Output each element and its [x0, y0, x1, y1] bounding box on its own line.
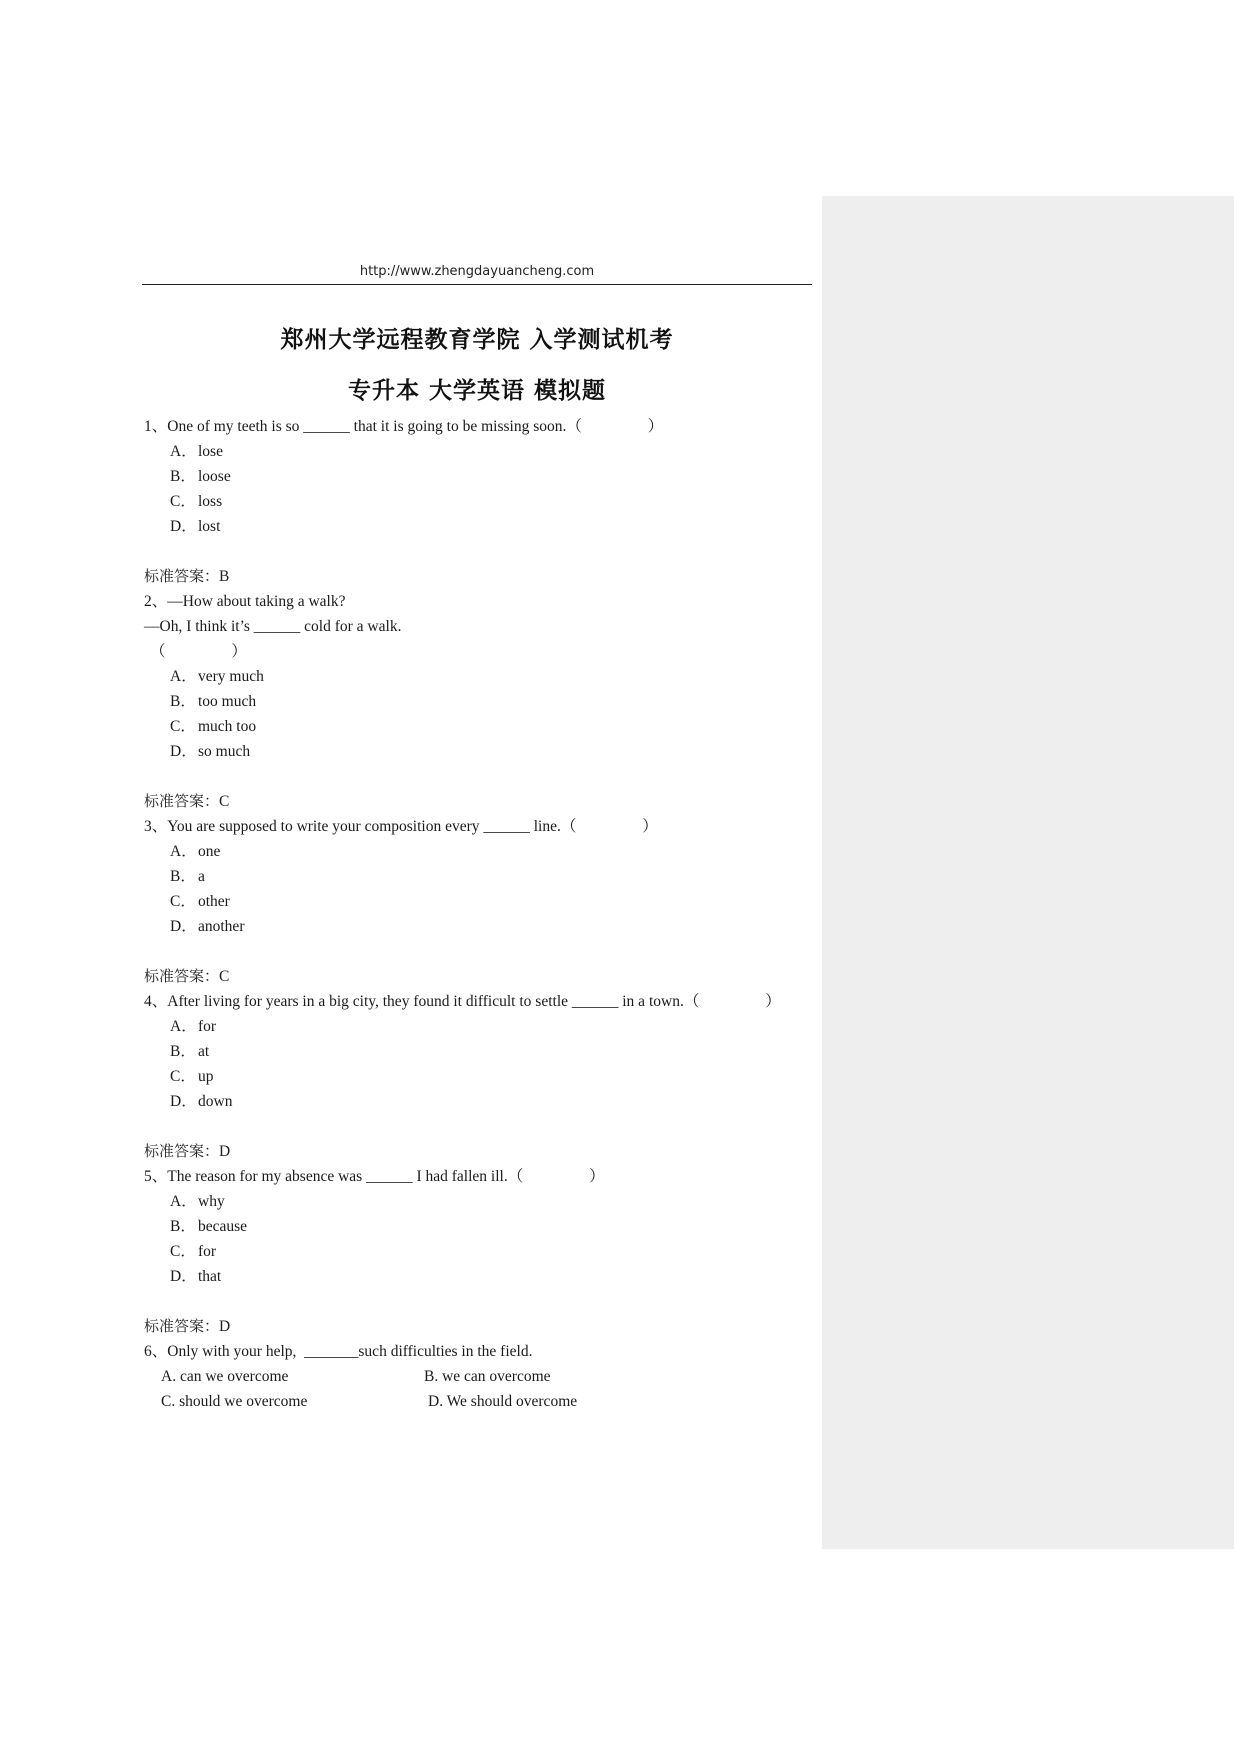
- option-text: one: [198, 843, 221, 860]
- question-4: [144, 989, 844, 1164]
- answer-value: C: [219, 968, 230, 985]
- options-list: [144, 1189, 844, 1289]
- option-text: too much: [198, 693, 257, 710]
- question-stem: （ ）: [150, 643, 247, 660]
- option-text: down: [198, 1093, 233, 1110]
- option-letter: C．: [170, 1068, 196, 1085]
- document-title: 郑州大学远程教育学院 入学测试机考: [280, 326, 674, 353]
- option-text: at: [198, 1043, 210, 1060]
- option-letter: D．: [170, 743, 197, 760]
- option-item: [144, 864, 844, 889]
- option-letter: D．: [170, 1268, 197, 1285]
- option-item: [144, 689, 844, 714]
- standard-answer: [144, 564, 844, 589]
- question-1: [144, 414, 844, 589]
- option-text: another: [198, 918, 245, 935]
- option-item: [144, 839, 844, 864]
- option-item: [144, 439, 844, 464]
- answer-value: D: [219, 1318, 231, 1335]
- option-text: lose: [198, 443, 223, 460]
- option-c: C. should we overcome: [161, 1393, 308, 1410]
- answer-label: 标准答案：: [144, 967, 220, 985]
- option-d: D. We should overcome: [428, 1393, 578, 1410]
- option-item: [144, 1214, 844, 1239]
- question-stem: 4、After living for years in a big city, they found it difficult to settle ______ in a town.（ ）: [144, 993, 781, 1010]
- questions-container: [144, 414, 844, 1339]
- answer-value: B: [219, 568, 230, 585]
- option-item: [144, 1064, 844, 1089]
- option-letter: A．: [170, 843, 197, 860]
- option-item: [144, 1239, 844, 1264]
- option-text: up: [198, 1068, 214, 1085]
- header-url: http://www.zhengdayuancheng.com: [359, 264, 595, 279]
- question-list: [144, 414, 844, 1414]
- question-stem: 3、You are supposed to write your composition every ______ line.（ ）: [144, 818, 658, 835]
- option-text: much too: [198, 718, 257, 735]
- standard-answer: [144, 964, 844, 989]
- standard-answer: [144, 1139, 844, 1164]
- option-letter: B．: [170, 468, 196, 485]
- question-stem: —Oh, I think it’s ______ cold for a walk.: [144, 618, 402, 635]
- question-stem: 5、The reason for my absence was ______ I had fallen ill.（ ）: [144, 1168, 605, 1185]
- option-text: a: [198, 868, 205, 885]
- options-list: [144, 839, 844, 939]
- option-letter: D．: [170, 918, 197, 935]
- option-text: loss: [198, 493, 223, 510]
- option-text: lost: [198, 518, 221, 535]
- standard-answer: [144, 1314, 844, 1339]
- option-letter: C．: [170, 493, 196, 510]
- option-letter: A．: [170, 1193, 197, 1210]
- option-text: for: [198, 1243, 217, 1260]
- option-letter: B．: [170, 693, 196, 710]
- option-text: other: [198, 893, 230, 910]
- options-list: [144, 1014, 844, 1114]
- header-rule: [142, 284, 812, 285]
- option-text: so much: [198, 743, 251, 760]
- option-text: loose: [198, 468, 231, 485]
- question-stem: 2、—How about taking a walk?: [144, 593, 346, 610]
- option-letter: A．: [170, 668, 197, 685]
- option-item: [144, 1089, 844, 1114]
- options-list: [144, 439, 844, 539]
- options-list: [144, 664, 844, 764]
- option-text: why: [198, 1193, 225, 1210]
- option-text: because: [198, 1218, 248, 1235]
- option-letter: D．: [170, 1093, 197, 1110]
- question-stem: 1、One of my teeth is so ______ that it is going to be missing soon.（ ）: [144, 418, 664, 435]
- option-item: [144, 489, 844, 514]
- question-5: [144, 1164, 844, 1339]
- option-letter: A．: [170, 1018, 197, 1035]
- document-subtitle: 专升本 大学英语 模拟题: [347, 377, 606, 404]
- option-item: [144, 464, 844, 489]
- option-text: very much: [198, 668, 264, 685]
- question-2: [144, 589, 844, 814]
- option-b: B. we can overcome: [424, 1368, 551, 1385]
- option-text: that: [198, 1268, 222, 1285]
- option-item: [144, 739, 844, 764]
- option-letter: C．: [170, 718, 196, 735]
- option-a: A. can we overcome: [161, 1368, 289, 1385]
- option-letter: B．: [170, 1043, 196, 1060]
- question-3: [144, 814, 844, 989]
- question-stem: 6、Only with your help, _______such difficulties in the field.: [144, 1343, 533, 1360]
- comment-margin-pane: [822, 196, 1234, 1549]
- option-letter: A．: [170, 443, 197, 460]
- answer-value: C: [219, 793, 230, 810]
- option-item: [144, 1014, 844, 1039]
- answer-label: 标准答案：: [144, 1142, 220, 1160]
- question-6: [144, 1339, 844, 1414]
- option-item: [144, 914, 844, 939]
- answer-label: 标准答案：: [144, 567, 220, 585]
- option-item: [144, 514, 844, 539]
- standard-answer: [144, 789, 844, 814]
- option-item: [144, 889, 844, 914]
- answer-label: 标准答案：: [144, 792, 220, 810]
- option-letter: C．: [170, 1243, 196, 1260]
- option-item: [144, 714, 844, 739]
- option-letter: D．: [170, 518, 197, 535]
- option-item: [144, 1039, 844, 1064]
- option-letter: B．: [170, 1218, 196, 1235]
- option-item: [144, 1189, 844, 1214]
- answer-label: 标准答案：: [144, 1317, 220, 1335]
- option-item: [144, 664, 844, 689]
- question-6-options: [144, 1364, 844, 1414]
- option-item: [144, 1264, 844, 1289]
- option-text: for: [198, 1018, 217, 1035]
- option-letter: B．: [170, 868, 196, 885]
- option-letter: C．: [170, 893, 196, 910]
- answer-value: D: [219, 1143, 231, 1160]
